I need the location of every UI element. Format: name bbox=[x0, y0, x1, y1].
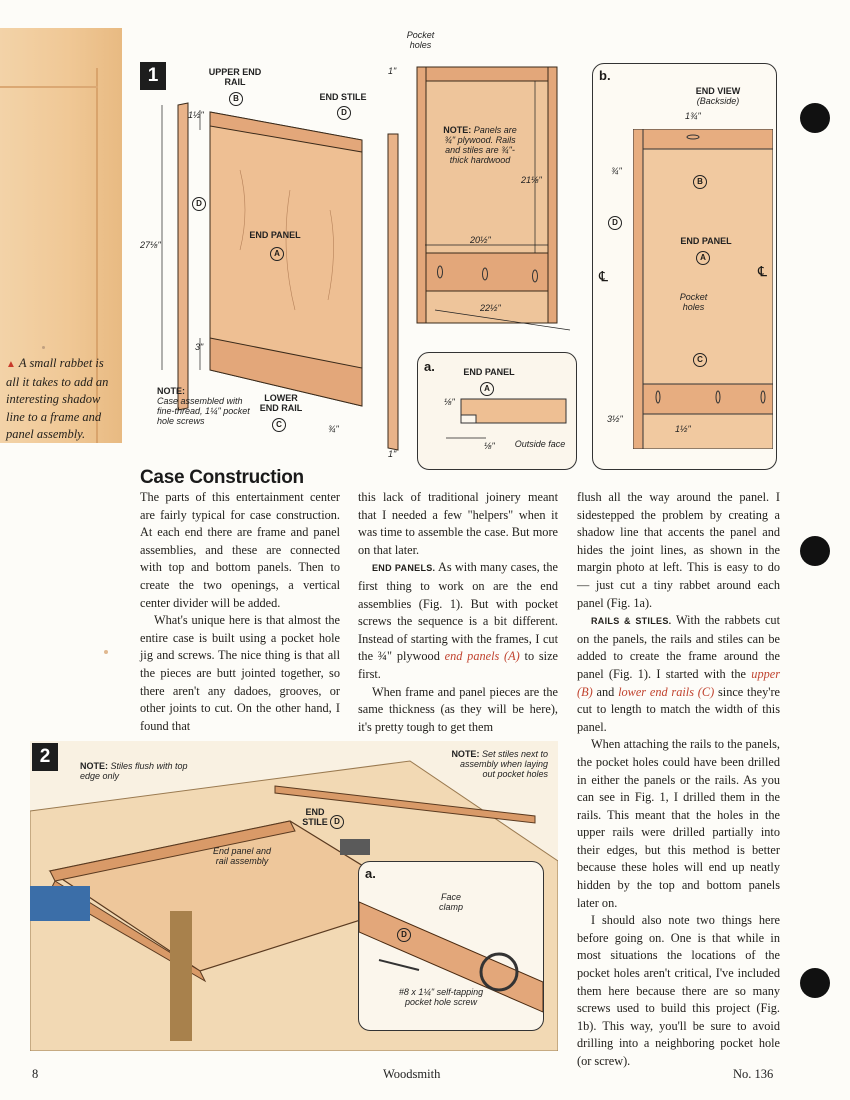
figure-2-number: 2 bbox=[32, 743, 58, 771]
pocket-holes-label: Pocket holes bbox=[406, 30, 435, 50]
part-b-circle: B bbox=[693, 171, 707, 189]
bullet-dot bbox=[104, 650, 108, 654]
part-b-circle: B bbox=[229, 88, 243, 106]
paragraph: flush all the way around the panel. I sidestepped the problem by creating a shadow line that accents the panel and hides the joint lines, as shown in the margin photo at left. This is easy to do — just cut a tiny rabbet around each panel (Fig. 1a). bbox=[577, 490, 780, 610]
paragraph: When frame and panel pieces are the same thickness (as they will be here), it's pretty tough to get them bbox=[358, 684, 558, 734]
paragraph: I should also note two things here before going on. One is that while in most situations the locations of the pocket holes aren't critical, I've included them here because there are so many screws used to build this project (Fig. 1b). This way, you'll be sure to avoid drilling into a neighboring pocket hole (or screw). bbox=[577, 913, 780, 1068]
end-panel-label-b: END PANEL bbox=[680, 236, 732, 246]
part-d-circle: D bbox=[608, 212, 622, 230]
article-heading: Case Construction bbox=[140, 467, 304, 488]
end-stile-label-2: END STILE bbox=[302, 807, 328, 827]
dim-1-three-quarter: 1¾" bbox=[685, 111, 701, 121]
dim-1-bottom: 1" bbox=[388, 449, 397, 459]
part-d-circle: D bbox=[192, 193, 206, 211]
dim-20: 20½" bbox=[470, 235, 491, 245]
dim-three-quarter: ¾" bbox=[328, 424, 339, 434]
binder-hole bbox=[800, 103, 830, 133]
upper-end-rail-label: UPPER END RAIL bbox=[208, 67, 262, 87]
issue-number: No. 136 bbox=[733, 1067, 774, 1081]
assembly-note: NOTE: Case assembled with fine-thread, 1¼" pocket hole screws bbox=[157, 386, 250, 426]
dim-21: 21⅛" bbox=[521, 175, 542, 185]
part-d-circle: D bbox=[337, 102, 351, 120]
dim-1-half-b: 1½" bbox=[675, 424, 691, 434]
paragraph: What's unique here is that almost the entire case is built using a pocket hole jig and screws. The nice thing is that all the pieces are butt jointed together, so there aren't any dadoes, grooves, or other joints to cut. On the other hand, I found that bbox=[140, 613, 340, 733]
dim-1-top: 1" bbox=[388, 66, 397, 76]
part-d-circle: D bbox=[397, 924, 411, 942]
dim-1-half: 1½" bbox=[188, 110, 204, 120]
bullet-dot bbox=[42, 346, 45, 349]
figure-1a-title: END PANEL bbox=[463, 367, 515, 377]
figure-1-number: 1 bbox=[140, 62, 166, 90]
face-clamp-label: Face clamp bbox=[438, 892, 463, 912]
end-stile-label: END STILE bbox=[319, 92, 367, 102]
photo-frame-edge bbox=[0, 86, 98, 88]
magazine-name: Woodsmith bbox=[383, 1067, 441, 1081]
stiles-flush-note: NOTE: Stiles flush with top edge only bbox=[80, 761, 188, 781]
panels-note: NOTE: Panels are ¾" plywood. Rails and stiles are ¾"-thick hardwood bbox=[443, 125, 517, 165]
dim-27: 27⅛" bbox=[140, 240, 161, 250]
binder-hole bbox=[800, 536, 830, 566]
figure-1b-letter: b. bbox=[599, 68, 611, 83]
end-view-title: END VIEW bbox=[695, 86, 741, 96]
paragraph: RAILS & STILES. With the rabbets cut on the panels, the rails and stiles can be added to create the frame around the panel (Fig. 1). I started with the upper (B) and lower end rails (C) since they're cut to length to match the width of this panel. bbox=[577, 613, 780, 734]
paragraph: this lack of traditional joinery meant that I needed a few "helpers" when it was time to assemble the case. But more on that later. bbox=[358, 490, 558, 557]
centerline-left-icon: ℄ bbox=[599, 270, 608, 285]
end-view-subtitle: (Backside) bbox=[696, 96, 740, 106]
rabbet-depth-dim: ⅛" bbox=[444, 397, 455, 407]
figure-2-photo bbox=[30, 741, 558, 1051]
assembly-label: End panel and rail assembly bbox=[212, 846, 272, 866]
figure-1a-letter: a. bbox=[424, 359, 435, 374]
part-a-circle: A bbox=[270, 243, 284, 261]
article-column-2 bbox=[358, 489, 558, 736]
part-c-circle: C bbox=[272, 414, 286, 432]
dim-three-quarter-b: ¾" bbox=[611, 166, 622, 176]
screw-label: #8 x 1¼" self-tapping pocket hole screw bbox=[398, 987, 484, 1007]
part-c-circle: C bbox=[693, 349, 707, 367]
dim-22: 22½" bbox=[480, 303, 501, 313]
paragraph: The parts of this entertainment center are fairly typical for case construction. At each end there are frame and panel assemblies, and these are connected with top and bottom panels. Then to create the two openings, a vertical center divider will be added. bbox=[140, 490, 340, 610]
article-column-1 bbox=[140, 489, 340, 735]
article-column-3 bbox=[577, 489, 780, 1071]
set-stiles-note: NOTE: Set stiles next to assembly when laying out pocket holes bbox=[451, 749, 548, 779]
paragraph: END PANELS. As with many cases, the first thing to work on are the end assemblies (Fig. 1). But with pocket screws the sequence is a bit different. Instead of starting with the frames, I cut the ¾" plywood end panels (A) to size first. bbox=[358, 560, 558, 681]
pocket-holes-label-b: Pocket holes bbox=[679, 292, 708, 312]
caption-marker-icon: ▲ bbox=[6, 359, 16, 370]
figure-2a-inset bbox=[358, 861, 544, 1031]
dim-3: 3" bbox=[195, 342, 204, 352]
end-panel-label: END PANEL bbox=[249, 230, 301, 240]
page-number: 8 bbox=[32, 1067, 39, 1081]
caption-text: A small rabbet is all it takes to add an interesting shadow line to a frame and panel assembly. bbox=[6, 356, 109, 441]
margin-caption bbox=[6, 355, 116, 444]
part-a-circle: A bbox=[480, 378, 494, 396]
centerline-right-icon: ℄ bbox=[758, 265, 767, 280]
figure-1a-inset bbox=[417, 352, 577, 470]
part-a-circle: A bbox=[696, 247, 710, 265]
paragraph: When attaching the rails to the panels, the pocket holes could have been drilled in either the panels or the rails. As you can see in Fig. 1, I drilled them in the rails. This meant that the holes in the upper rails were drilled partially into their edges, but this method is better because these holes will end up neatly hidden by the top and bottom panels later on. bbox=[577, 737, 780, 910]
outside-face-label: Outside face bbox=[514, 439, 566, 449]
binder-hole bbox=[800, 968, 830, 998]
part-d-circle: D bbox=[330, 811, 344, 829]
figure-2a-letter: a. bbox=[365, 866, 376, 881]
dim-3-half: 3½" bbox=[607, 414, 623, 424]
lower-end-rail-label: LOWER END RAIL bbox=[259, 393, 303, 413]
rabbet-width-dim: ⅛" bbox=[484, 441, 495, 451]
figure-1b-inset bbox=[592, 63, 777, 470]
